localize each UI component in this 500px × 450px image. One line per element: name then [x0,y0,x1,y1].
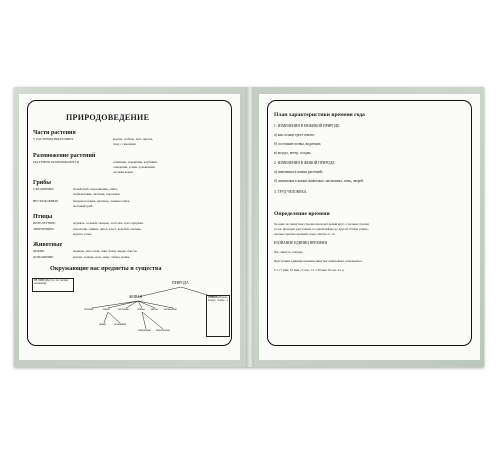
diagram-leaf: рыбы [151,308,158,311]
row-value: подберезовик, лисички, сыроежки. [73,192,121,196]
row-value: бледная поганка, мухомор, ложные опята, [73,199,130,203]
paragraph-line: 5 ч 17 мин; 10 мин 15 сек.; 12 ч 30 мин 10 сек. и т.д. [274,268,345,272]
row-value: журавль, соловей, скворец, ласточка, грач, кукушка. [73,221,144,225]
row-label: РАСТЕНИЯ РАЗМНОЖАЮТСЯ [33,160,80,164]
diagram-leaf: звери [103,308,110,311]
section-heading: Определение времени [274,211,330,217]
diagram-node-living: ЖИВАЯ [129,295,142,299]
book-spine [246,87,254,367]
diagram-leaf: птицы [137,308,145,311]
left-page-frame [27,100,232,346]
plan-item: а) изменения в жизни растений; [274,170,323,174]
section-heading: Птицы [33,214,53,220]
diagram-leaf: человек [84,308,94,311]
section-heading: Грибы [33,180,51,186]
right-page-frame [267,100,472,346]
diagram-leaf: зимующие [138,329,151,332]
plan-heading: 3. ТРУД ЧЕЛОВЕКА. [274,190,308,194]
plan-heading: 1. ИЗМЕНЕНИЯ В НЕЖИВОЙ ПРИРОДЕ: [274,124,341,128]
paragraph-line: За один час минутная стрелка проходит целый круг, а часовая стрелка [274,222,369,226]
diagram-leaf: растения [118,308,129,311]
row-value: желчный гриб. [73,204,94,208]
sub-heading: НАЗВАНИЕ ЕДИНИЦ ВРЕМЕНИ [274,241,328,245]
page-title: План характеристики времени года [274,112,365,118]
paragraph-line: за час проходит расстояние от одной цифры до другой. Чтобы узнать, [274,227,369,231]
plan-item: б) состояние почвы, водоемов; [274,142,321,146]
row-label: ПЕРЕЛЕТНЫЕ: [33,221,56,225]
diagram-leaf: дикие [99,323,107,326]
box-nonliving: НЕЖИВАЯ (вода, воздух, солнце…) [206,295,230,337]
row-label: СЪЕДОБНЫЕ: [33,187,55,191]
row-value: отводками, усами, луковицами, [113,165,156,169]
diagram-leaf: насекомые [164,308,177,311]
box-not-nature: НЕ ПРИРОДА (то, что создано человеком) [32,278,74,292]
page-title: ПРИРОДОВЕДЕНИЕ [66,113,150,122]
diagram-lines [28,101,232,346]
row-value: поползень, синица, дятел, клест, воробей, снегирь, [73,227,142,231]
row-label: ДОМАШНИЕ: [33,255,55,259]
row-value: частями корня. [113,170,134,174]
section-heading: Части растения [33,130,76,136]
diagram-node-nature: ПРИРОДА [172,281,189,285]
diagram-leaf: домашние [114,323,127,326]
row-value: белый гриб, подосиновик, опята, [73,187,118,191]
plan-heading: 2. ИЗМЕНЕНИЯ В ЖИВОЙ ПРИРОДЕ: [274,161,336,165]
paragraph-line: Час, минута, секунда. [274,250,304,254]
row-label: НЕСЪЕДОБНЫЕ: [33,199,59,203]
row-label: У РАСТЕНИЯ ВЫДЕЛЯЮТ [33,137,74,141]
section-heading: Размножение растений [33,153,96,159]
row-value: ворона, галка. [73,232,93,236]
row-label: ЗИМУЮЩИЕ: [33,227,55,231]
paragraph-line: При чтении единицы времени минутки записывают сокращенно: [274,259,363,263]
diagram-leaf: перелетные [156,329,170,332]
row-value: медведь, лиса, волк, заяц, белка, выдра, барсук. [73,249,138,253]
row-value: плод с семенами. [113,142,137,146]
paragraph-line: сколько прошло времени, надо считать от 12. [274,232,336,236]
plan-item: б) изменения в жизни животных: насекомых, птиц, зверей. [274,179,364,183]
row-value: корень, стебель, лист, цветок, [113,137,153,141]
plan-item: в) воздух, ветер, осадки. [274,151,312,155]
plan-item: а) как солнце греет землю; [274,133,315,137]
row-value: семенами, черенками, клубнями, [113,160,158,164]
row-value: корова, лошадь, коза, овца, собака, кошка. [73,255,131,259]
row-label: ДИКИЕ: [33,249,46,253]
diagram-heading: Окружающие нас предметы и существа [50,265,162,272]
section-heading: Животные [33,242,63,248]
